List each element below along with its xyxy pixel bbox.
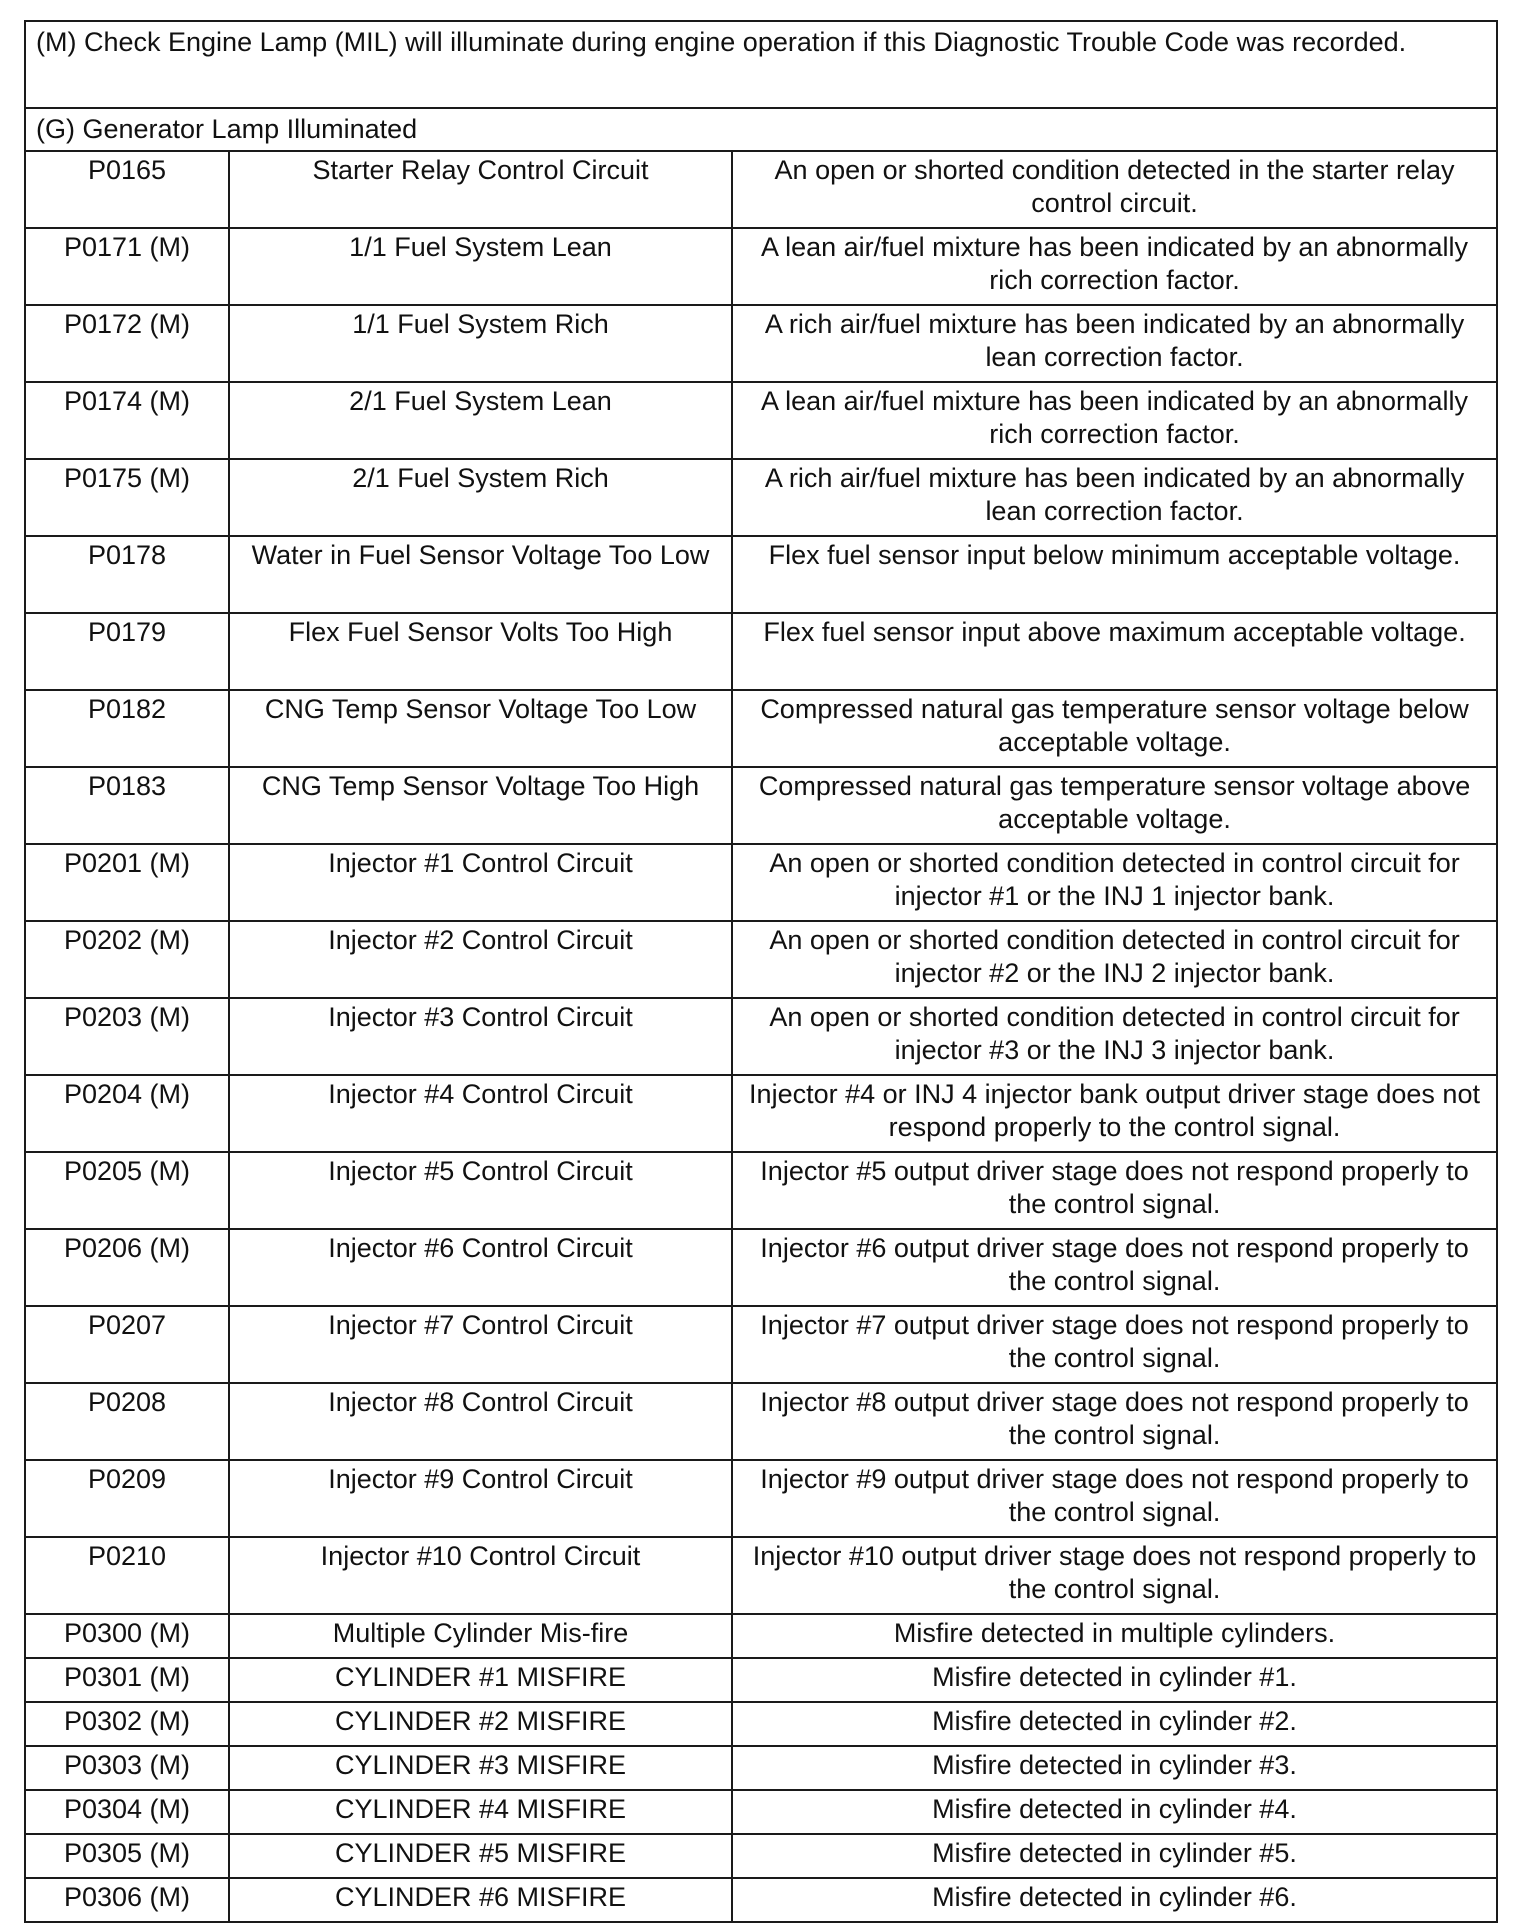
dtc-title: Multiple Cylinder Mis-fire bbox=[229, 1614, 732, 1658]
dtc-code: P0301 (M) bbox=[25, 1658, 229, 1702]
dtc-title: CYLINDER #5 MISFIRE bbox=[229, 1834, 732, 1878]
dtc-title: CYLINDER #6 MISFIRE bbox=[229, 1878, 732, 1922]
table-row bbox=[25, 1075, 1497, 1152]
dtc-description: An open or shorted condition detected in control circuit for injector #1 or the INJ 1 injector bank. bbox=[732, 844, 1497, 921]
dtc-description: Injector #4 or INJ 4 injector bank output driver stage does not respond properly to the control signal. bbox=[732, 1075, 1497, 1152]
dtc-description: An open or shorted condition detected in control circuit for injector #2 or the INJ 2 injector bank. bbox=[732, 921, 1497, 998]
dtc-code: P0306 (M) bbox=[25, 1878, 229, 1922]
dtc-title: Injector #7 Control Circuit bbox=[229, 1306, 732, 1383]
dtc-code: P0303 (M) bbox=[25, 1746, 229, 1790]
dtc-code: P0182 bbox=[25, 690, 229, 767]
table-row bbox=[25, 536, 1497, 613]
table-row bbox=[25, 1658, 1497, 1702]
dtc-description: Flex fuel sensor input above maximum acceptable voltage. bbox=[732, 613, 1497, 690]
table-row bbox=[25, 151, 1497, 228]
dtc-title: CYLINDER #1 MISFIRE bbox=[229, 1658, 732, 1702]
dtc-title: Injector #10 Control Circuit bbox=[229, 1537, 732, 1614]
table-row bbox=[25, 1746, 1497, 1790]
dtc-description: Misfire detected in cylinder #1. bbox=[732, 1658, 1497, 1702]
dtc-code: P0210 bbox=[25, 1537, 229, 1614]
dtc-code: P0209 bbox=[25, 1460, 229, 1537]
dtc-description: Compressed natural gas temperature sensor voltage above acceptable voltage. bbox=[732, 767, 1497, 844]
note-row-mil bbox=[25, 21, 1497, 108]
dtc-description: Injector #7 output driver stage does not respond properly to the control signal. bbox=[732, 1306, 1497, 1383]
note-row-generator bbox=[25, 108, 1497, 151]
table-row bbox=[25, 305, 1497, 382]
dtc-description: A rich air/fuel mixture has been indicated by an abnormally lean correction factor. bbox=[732, 459, 1497, 536]
dtc-description: Injector #6 output driver stage does not respond properly to the control signal. bbox=[732, 1229, 1497, 1306]
dtc-code: P0174 (M) bbox=[25, 382, 229, 459]
dtc-code: P0165 bbox=[25, 151, 229, 228]
table-row bbox=[25, 1306, 1497, 1383]
table-row bbox=[25, 767, 1497, 844]
dtc-description: Misfire detected in cylinder #5. bbox=[732, 1834, 1497, 1878]
dtc-title: Injector #3 Control Circuit bbox=[229, 998, 732, 1075]
dtc-title: CNG Temp Sensor Voltage Too High bbox=[229, 767, 732, 844]
dtc-code: P0183 bbox=[25, 767, 229, 844]
dtc-code: P0203 (M) bbox=[25, 998, 229, 1075]
dtc-description: A lean air/fuel mixture has been indicated by an abnormally rich correction factor. bbox=[732, 382, 1497, 459]
dtc-code: P0207 bbox=[25, 1306, 229, 1383]
dtc-title: 1/1 Fuel System Lean bbox=[229, 228, 732, 305]
dtc-code: P0179 bbox=[25, 613, 229, 690]
dtc-title: Starter Relay Control Circuit bbox=[229, 151, 732, 228]
note-mil: (M) Check Engine Lamp (MIL) will illuminate during engine operation if this Diagnostic Trouble Code was recorded. bbox=[25, 21, 1497, 108]
dtc-code: P0305 (M) bbox=[25, 1834, 229, 1878]
dtc-code: P0175 (M) bbox=[25, 459, 229, 536]
dtc-title: 1/1 Fuel System Rich bbox=[229, 305, 732, 382]
table-row bbox=[25, 228, 1497, 305]
table-row bbox=[25, 1614, 1497, 1658]
dtc-code: P0300 (M) bbox=[25, 1614, 229, 1658]
dtc-title: 2/1 Fuel System Rich bbox=[229, 459, 732, 536]
dtc-code: P0172 (M) bbox=[25, 305, 229, 382]
dtc-code: P0178 bbox=[25, 536, 229, 613]
dtc-description: An open or shorted condition detected in control circuit for injector #3 or the INJ 3 injector bank. bbox=[732, 998, 1497, 1075]
dtc-description: Misfire detected in cylinder #4. bbox=[732, 1790, 1497, 1834]
document-page bbox=[24, 20, 1496, 1923]
dtc-description: Injector #5 output driver stage does not respond properly to the control signal. bbox=[732, 1152, 1497, 1229]
dtc-description: Compressed natural gas temperature sensor voltage below acceptable voltage. bbox=[732, 690, 1497, 767]
table-row bbox=[25, 998, 1497, 1075]
dtc-title: Injector #8 Control Circuit bbox=[229, 1383, 732, 1460]
dtc-title: Injector #5 Control Circuit bbox=[229, 1152, 732, 1229]
table-row bbox=[25, 844, 1497, 921]
dtc-description: Misfire detected in cylinder #3. bbox=[732, 1746, 1497, 1790]
dtc-title: CYLINDER #2 MISFIRE bbox=[229, 1702, 732, 1746]
dtc-description: A rich air/fuel mixture has been indicated by an abnormally lean correction factor. bbox=[732, 305, 1497, 382]
table-row bbox=[25, 1383, 1497, 1460]
table-row bbox=[25, 1834, 1497, 1878]
dtc-title: Injector #2 Control Circuit bbox=[229, 921, 732, 998]
dtc-title: Water in Fuel Sensor Voltage Too Low bbox=[229, 536, 732, 613]
dtc-code: P0304 (M) bbox=[25, 1790, 229, 1834]
table-row bbox=[25, 690, 1497, 767]
table-row bbox=[25, 921, 1497, 998]
dtc-title: Injector #1 Control Circuit bbox=[229, 844, 732, 921]
dtc-title: CNG Temp Sensor Voltage Too Low bbox=[229, 690, 732, 767]
dtc-code: P0208 bbox=[25, 1383, 229, 1460]
dtc-table bbox=[24, 20, 1498, 1923]
dtc-description: Injector #9 output driver stage does not respond properly to the control signal. bbox=[732, 1460, 1497, 1537]
table-row bbox=[25, 1537, 1497, 1614]
dtc-description: Misfire detected in cylinder #2. bbox=[732, 1702, 1497, 1746]
dtc-title: Injector #9 Control Circuit bbox=[229, 1460, 732, 1537]
dtc-title: CYLINDER #4 MISFIRE bbox=[229, 1790, 732, 1834]
dtc-code: P0302 (M) bbox=[25, 1702, 229, 1746]
dtc-code: P0171 (M) bbox=[25, 228, 229, 305]
dtc-title: 2/1 Fuel System Lean bbox=[229, 382, 732, 459]
dtc-description: Injector #8 output driver stage does not respond properly to the control signal. bbox=[732, 1383, 1497, 1460]
table-row bbox=[25, 1878, 1497, 1922]
dtc-description: Misfire detected in cylinder #6. bbox=[732, 1878, 1497, 1922]
table-row bbox=[25, 1790, 1497, 1834]
dtc-title: CYLINDER #3 MISFIRE bbox=[229, 1746, 732, 1790]
dtc-title: Injector #4 Control Circuit bbox=[229, 1075, 732, 1152]
dtc-title: Injector #6 Control Circuit bbox=[229, 1229, 732, 1306]
table-row bbox=[25, 1152, 1497, 1229]
table-row bbox=[25, 382, 1497, 459]
dtc-description: Flex fuel sensor input below minimum acceptable voltage. bbox=[732, 536, 1497, 613]
dtc-code: P0206 (M) bbox=[25, 1229, 229, 1306]
dtc-code: P0201 (M) bbox=[25, 844, 229, 921]
table-row bbox=[25, 1702, 1497, 1746]
dtc-description: An open or shorted condition detected in the starter relay control circuit. bbox=[732, 151, 1497, 228]
table-row bbox=[25, 459, 1497, 536]
dtc-description: Misfire detected in multiple cylinders. bbox=[732, 1614, 1497, 1658]
table-row bbox=[25, 1229, 1497, 1306]
dtc-code: P0202 (M) bbox=[25, 921, 229, 998]
dtc-title: Flex Fuel Sensor Volts Too High bbox=[229, 613, 732, 690]
dtc-description: A lean air/fuel mixture has been indicated by an abnormally rich correction factor. bbox=[732, 228, 1497, 305]
dtc-code: P0204 (M) bbox=[25, 1075, 229, 1152]
dtc-code: P0205 (M) bbox=[25, 1152, 229, 1229]
dtc-description: Injector #10 output driver stage does not respond properly to the control signal. bbox=[732, 1537, 1497, 1614]
note-generator: (G) Generator Lamp Illuminated bbox=[25, 108, 1497, 151]
table-row bbox=[25, 613, 1497, 690]
table-row bbox=[25, 1460, 1497, 1537]
